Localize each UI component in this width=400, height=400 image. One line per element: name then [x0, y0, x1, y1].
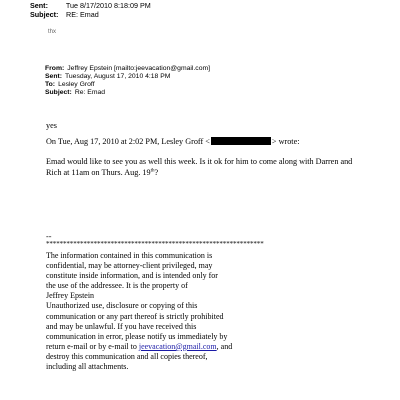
disclaimer-line: Unauthorized use, disclosure or copying of this — [46, 301, 198, 311]
attribution-prefix: On Tue, Aug 17, 2010 at 2:02 PM, Lesley Groff < — [46, 137, 210, 146]
attribution-suffix: > wrote: — [271, 137, 300, 146]
signature-stars: **************************************************************** — [46, 240, 264, 248]
quoted-sent-label: Sent: — [45, 73, 62, 80]
disclaimer-line-contact — [46, 342, 232, 352]
quoted-sent-value: Tuesday, August 17, 2010 4:18 PM — [65, 73, 171, 80]
disclaimer-line: Jeffrey Epstein — [46, 291, 95, 301]
disclaimer-line: communication in error, please notify us immediately by — [46, 331, 228, 341]
top-sent-row — [30, 1, 151, 10]
quoted-line-2-sup: th — [150, 168, 155, 174]
sent-label: Sent: — [30, 1, 48, 10]
disclaimer-line: confidential, may be attorney-client privileged, may — [46, 261, 213, 271]
email-link[interactable]: jeevacation@gmail.com — [138, 341, 217, 351]
quoted-subject-label: Subject: — [45, 89, 72, 96]
sent-value: Tue 8/17/2010 8:18:09 PM — [65, 1, 151, 10]
contact-suffix: , and — [216, 341, 233, 351]
quoted-subject-value: Re: Emad — [74, 89, 106, 96]
to-value: Lesley Groff — [58, 81, 95, 88]
quoted-subject-row — [45, 88, 105, 97]
quoted-line-1: Emad would like to see you as well this week. Is it ok for him to come along with Darren and — [46, 157, 353, 166]
disclaimer-line: and may be unlawful. If you have received this — [46, 321, 197, 331]
quoted-line-2-suffix: ? — [154, 168, 159, 177]
disclaimer-line: destroy this communication and all copies thereof, — [46, 351, 208, 361]
subject-label: Subject: — [30, 10, 59, 19]
top-subject-row — [30, 10, 99, 19]
contact-prefix: return e-mail or by e-mail to — [46, 341, 139, 351]
subject-value: RE: Emad — [66, 10, 99, 19]
quoted-line-2-prefix: Rich at 11am on Thurs. Aug. 19 — [46, 168, 151, 177]
to-label: To: — [45, 81, 56, 88]
disclaimer-line: communication or any part thereof is strictly prohibited — [46, 311, 224, 321]
quoted-line-2 — [46, 167, 158, 178]
message-body: yes — [46, 121, 57, 130]
from-label: From: — [45, 65, 65, 72]
disclaimer-line: constitute inside information, and is intended only for — [46, 271, 218, 281]
disclaimer-block — [46, 251, 232, 372]
from-value: Jeffrey Epstein [mailto:jeevacation@gmail.com] — [67, 65, 211, 72]
attribution-line — [46, 136, 300, 147]
signature-dash: -- — [46, 232, 52, 241]
disclaimer-line: the use of the addressee. It is the property of — [46, 281, 188, 291]
redaction-box — [211, 137, 271, 145]
disclaimer-line: including all attachments. — [46, 362, 129, 372]
disclaimer-line: The information contained in this communication is — [46, 251, 213, 260]
reply-body: thx — [48, 29, 57, 35]
